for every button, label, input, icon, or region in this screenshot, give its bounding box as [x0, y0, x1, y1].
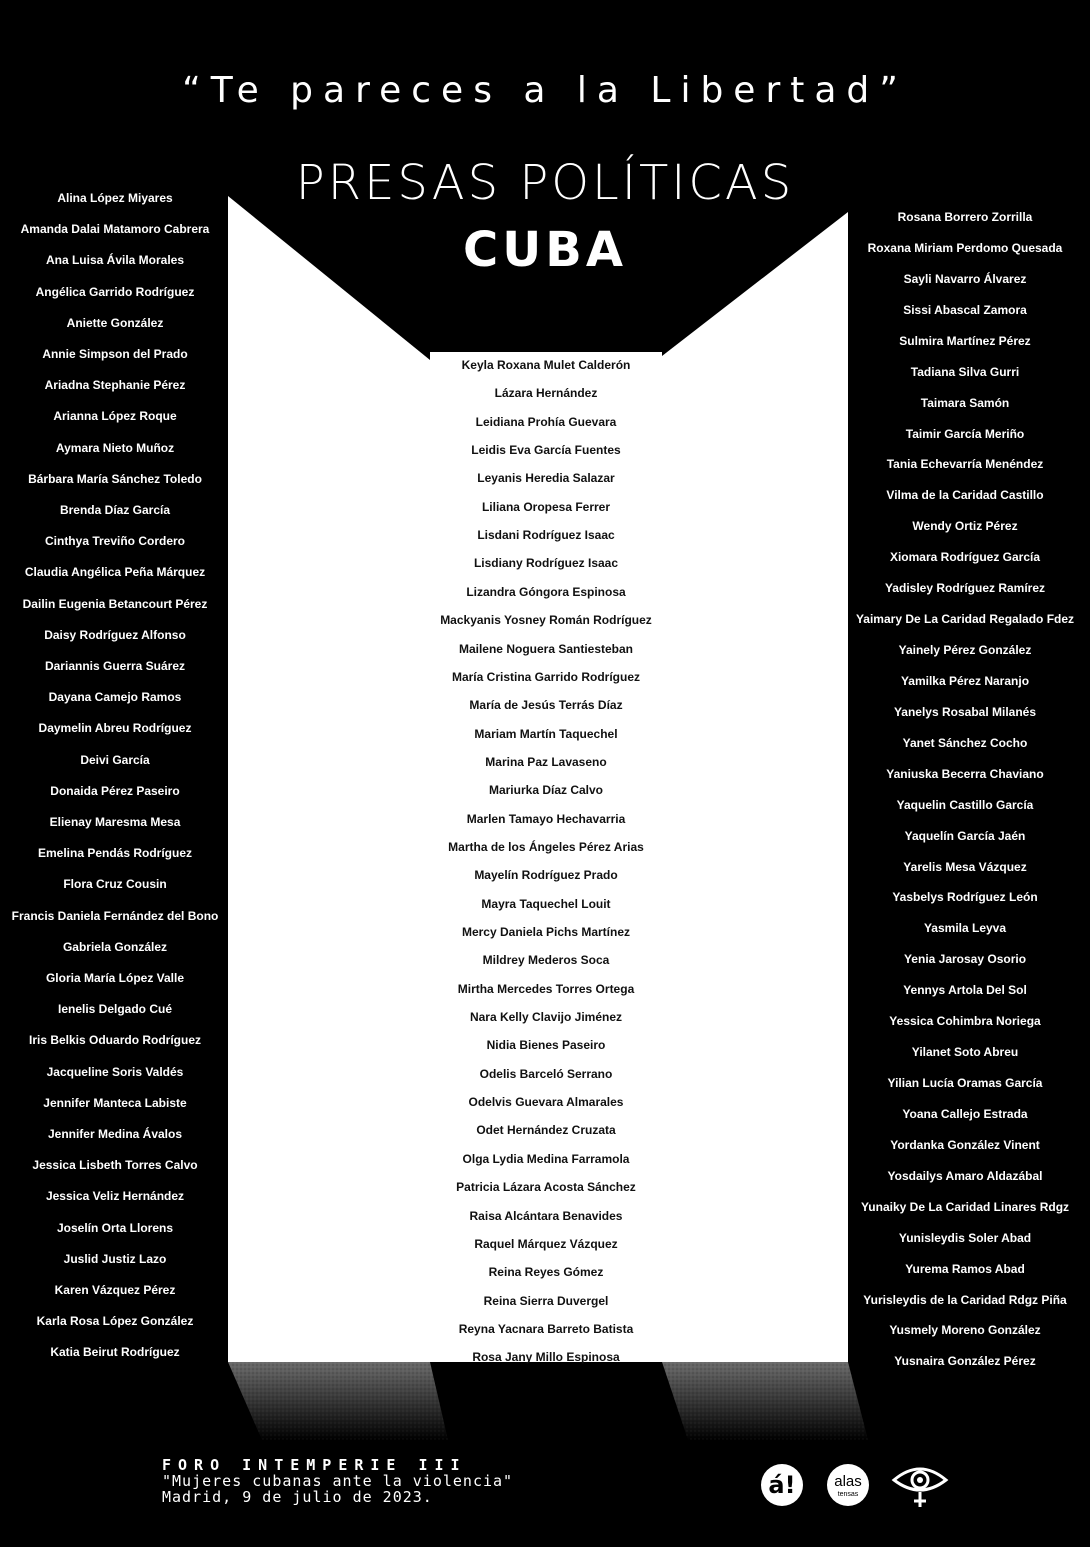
name-item: Nara Kelly Clavijo Jiménez [469, 1010, 623, 1025]
name-item: Cinthya Treviño Cordero [44, 534, 186, 549]
page-title: PRESAS POLÍTICAS [295, 155, 795, 211]
name-item: Jennifer Medina Ávalos [47, 1127, 183, 1141]
name-item: Sayli Navarro Álvarez [903, 271, 1027, 286]
name-item: Mailene Noguera Santiesteban [458, 641, 634, 656]
name-item: Yordanka González Vinent [890, 1137, 1040, 1152]
name-item: Iris Belkis Oduardo Rodríguez [28, 1033, 202, 1048]
name-item: Lisdiany Rodríguez Isaac [473, 556, 619, 571]
name-item: Emelina Pendás Rodríguez [37, 846, 193, 861]
name-item: Katia Beirut Rodríguez [50, 1345, 180, 1360]
name-item: Deivi García [80, 752, 150, 767]
name-item: Yaquelín García Jaén [904, 828, 1026, 843]
name-item: Vilma de la Caridad Castillo [886, 488, 1044, 503]
name-item: Yasmila Leyva [923, 921, 1007, 936]
event-footer [162, 1457, 513, 1505]
svg-text:alas: alas [834, 1473, 862, 1490]
logo-a-icon [760, 1462, 804, 1508]
name-item: Karla Rosa López González [36, 1314, 194, 1329]
name-item: Yosdailys Amaro Aldazábal [887, 1168, 1043, 1183]
event-place-date: Madrid, 9 de julio de 2023. [162, 1488, 433, 1506]
name-item: Mackyanis Yosney Román Rodríguez [440, 613, 652, 628]
name-item: Angélica Garrido Rodríguez [35, 284, 195, 299]
name-item: Joselín Orta Llorens [56, 1220, 174, 1235]
name-item: Ana Luisa Ávila Morales [45, 253, 185, 268]
name-item: Jacqueline Soris Valdés [46, 1064, 184, 1079]
name-item: Karen Vázquez Pérez [54, 1283, 176, 1297]
name-item: Yaimary De La Caridad Regalado Fdez [855, 612, 1075, 627]
name-item: Claudia Angélica Peña Márquez [24, 565, 206, 580]
name-item: Yurema Ramos Abad [905, 1261, 1025, 1276]
name-item: Sissi Abascal Zamora [903, 302, 1027, 317]
name-item: Patricia Lázara Acosta Sánchez [456, 1180, 636, 1195]
name-item: Mercy Daniela Pichs Martínez [461, 925, 631, 939]
name-item: Ienelis Delgado Cué [57, 1002, 173, 1017]
left-pillar [228, 196, 430, 1362]
country-title: CUBA [463, 222, 627, 278]
name-item: Yoana Callejo Estrada [902, 1106, 1028, 1121]
name-item: Leidis Eva García Fuentes [471, 443, 621, 458]
name-item: Lizandra Góngora Espinosa [466, 584, 626, 599]
slogan: “Te pareces a la Libertad” [182, 70, 908, 111]
name-item: Amanda Dalai Matamoro Cabrera [20, 222, 210, 237]
name-item: Marlen Tamayo Hechavarria [466, 811, 626, 826]
name-item: Raquel Márquez Vázquez [474, 1236, 618, 1251]
name-item: Raisa Alcántara Benavides [469, 1208, 623, 1223]
name-item: Odelis Barceló Serrano [479, 1066, 613, 1081]
name-item: Reina Reyes Gómez [488, 1265, 604, 1280]
name-item: Martha de los Ángeles Pérez Arias [448, 839, 644, 854]
name-item: Reyna Yacnara Barreto Batista [458, 1321, 634, 1336]
name-item: Taimara Samón [920, 395, 1010, 410]
name-item: Leidiana Prohía Guevara [475, 414, 617, 429]
name-item: Yaniuska Becerra Chaviano [886, 766, 1044, 781]
name-item: Mariam Martín Taquechel [474, 726, 618, 741]
name-item: Yurisleydis de la Caridad Rdgz Piña [863, 1292, 1067, 1307]
name-item: Lisdani Rodríguez Isaac [477, 528, 615, 543]
name-item: María de Jesús Terrás Díaz [469, 698, 623, 713]
name-item: Elienay Maresma Mesa [49, 815, 181, 829]
name-item: Jessica Lisbeth Torres Calvo [32, 1158, 198, 1173]
name-item: Rosana Borrero Zorrilla [897, 210, 1033, 224]
name-item: Roxana Miriam Perdomo Quesada [867, 240, 1063, 255]
name-item: Yenia Jarosay Osorio [903, 952, 1027, 967]
name-item: Yennys Artola Del Sol [903, 983, 1027, 998]
event-name: FORO INTEMPERIE III [162, 1456, 467, 1474]
name-item: Yadisley Rodríguez Ramírez [884, 581, 1046, 596]
name-item: Jennifer Manteca Labiste [43, 1095, 187, 1110]
name-item: Donaida Pérez Paseiro [50, 783, 180, 798]
name-item: Yusmely Moreno González [889, 1323, 1041, 1338]
name-item: Ariadna Stephanie Pérez [44, 378, 186, 393]
name-item: Arianna López Roque [53, 409, 177, 424]
name-item: Yusnaira González Pérez [894, 1354, 1036, 1369]
name-item: Reina Sierra Duvergel [483, 1293, 609, 1308]
name-item: Yilanet Soto Abreu [911, 1045, 1019, 1060]
sponsor-logos [760, 1462, 960, 1508]
svg-text:á!: á! [768, 1471, 796, 1499]
name-item: Rosa Jany Millo Espinosa [472, 1350, 620, 1365]
name-item: Yamilka Pérez Naranjo [900, 673, 1030, 688]
eye-venus-icon [890, 1462, 950, 1508]
name-item: Odelvis Guevara Almarales [468, 1095, 624, 1110]
name-item: Yanet Sánchez Cocho [902, 735, 1028, 750]
name-item: Yainely Pérez González [898, 643, 1032, 658]
name-item: Yunisleydis Soler Abad [898, 1230, 1032, 1245]
name-item: Flora Cruz Cousin [63, 877, 167, 892]
name-item: Tadiana Silva Gurri [910, 364, 1020, 379]
name-item: Odet Hernández Cruzata [476, 1123, 616, 1138]
name-item: Mildrey Mederos Soca [482, 953, 610, 968]
name-item: Yilian Lucía Oramas García [887, 1076, 1043, 1091]
name-item: Xiomara Rodríguez García [889, 550, 1041, 565]
name-item: Mayelín Rodríguez Prado [474, 868, 618, 883]
name-item: Sulmira Martínez Pérez [899, 333, 1031, 348]
name-item: Daisy Rodríguez Alfonso [44, 627, 186, 642]
name-item: Francis Daniela Fernández del Bono [11, 908, 219, 923]
name-item: Aniette González [66, 315, 164, 330]
name-item: Yasbelys Rodríguez León [892, 890, 1038, 905]
name-item: Juslid Justiz Lazo [63, 1251, 167, 1266]
name-item: Yaquelin Castillo García [896, 797, 1034, 812]
name-item: Yanelys Rosabal Milanés [893, 704, 1037, 719]
right-pillar [662, 212, 848, 1362]
name-item: Taimir García Meriño [905, 426, 1025, 441]
name-item: Alina López Miyares [57, 191, 173, 205]
name-item: Nidia Bienes Paseiro [486, 1038, 606, 1053]
name-item: Dariannis Guerra Suárez [44, 659, 186, 673]
name-item: Brenda Díaz García [59, 503, 171, 517]
event-subtitle: "Mujeres cubanas ante la violencia" [162, 1472, 514, 1490]
name-item: Marina Paz Lavaseno [485, 754, 607, 769]
name-item: Annie Simpson del Prado [42, 347, 188, 361]
name-item: Lázara Hernández [494, 386, 598, 401]
name-item: Gabriela González [62, 939, 168, 954]
name-item: Tania Echevarría Menéndez [886, 457, 1044, 472]
logo-alas-tensas-icon [826, 1462, 870, 1508]
name-item: Liliana Oropesa Ferrer [481, 499, 611, 514]
name-item: Olga Lydia Medina Farramola [462, 1151, 630, 1166]
name-item: Dailin Eugenia Betancourt Pérez [22, 596, 208, 611]
name-item: Gloria María López Valle [45, 971, 185, 985]
name-item: Aymara Nieto Muñoz [55, 440, 175, 455]
name-item: Leyanis Heredia Salazar [477, 471, 615, 486]
name-item: Jessica Veliz Hernández [45, 1189, 185, 1204]
name-item: Yarelis Mesa Vázquez [903, 859, 1027, 874]
name-item: Wendy Ortiz Pérez [912, 519, 1018, 534]
name-item: Keyla Roxana Mulet Calderón [461, 358, 631, 372]
name-item: Mayra Taquechel Louit [481, 896, 611, 911]
name-item: Yessica Cohimbra Noriega [889, 1014, 1041, 1029]
name-item: María Cristina Garrido Rodríguez [451, 669, 641, 684]
name-item: Mariurka Díaz Calvo [488, 783, 604, 798]
svg-text:tensas: tensas [837, 1491, 859, 1498]
name-item: Daymelin Abreu Rodríguez [38, 721, 192, 736]
name-item: Bárbara María Sánchez Toledo [28, 471, 202, 486]
name-item: Mirtha Mercedes Torres Ortega [457, 981, 635, 996]
name-item: Dayana Camejo Ramos [48, 690, 182, 705]
name-item: Yunaiky De La Caridad Linares Rdgz [860, 1199, 1070, 1214]
